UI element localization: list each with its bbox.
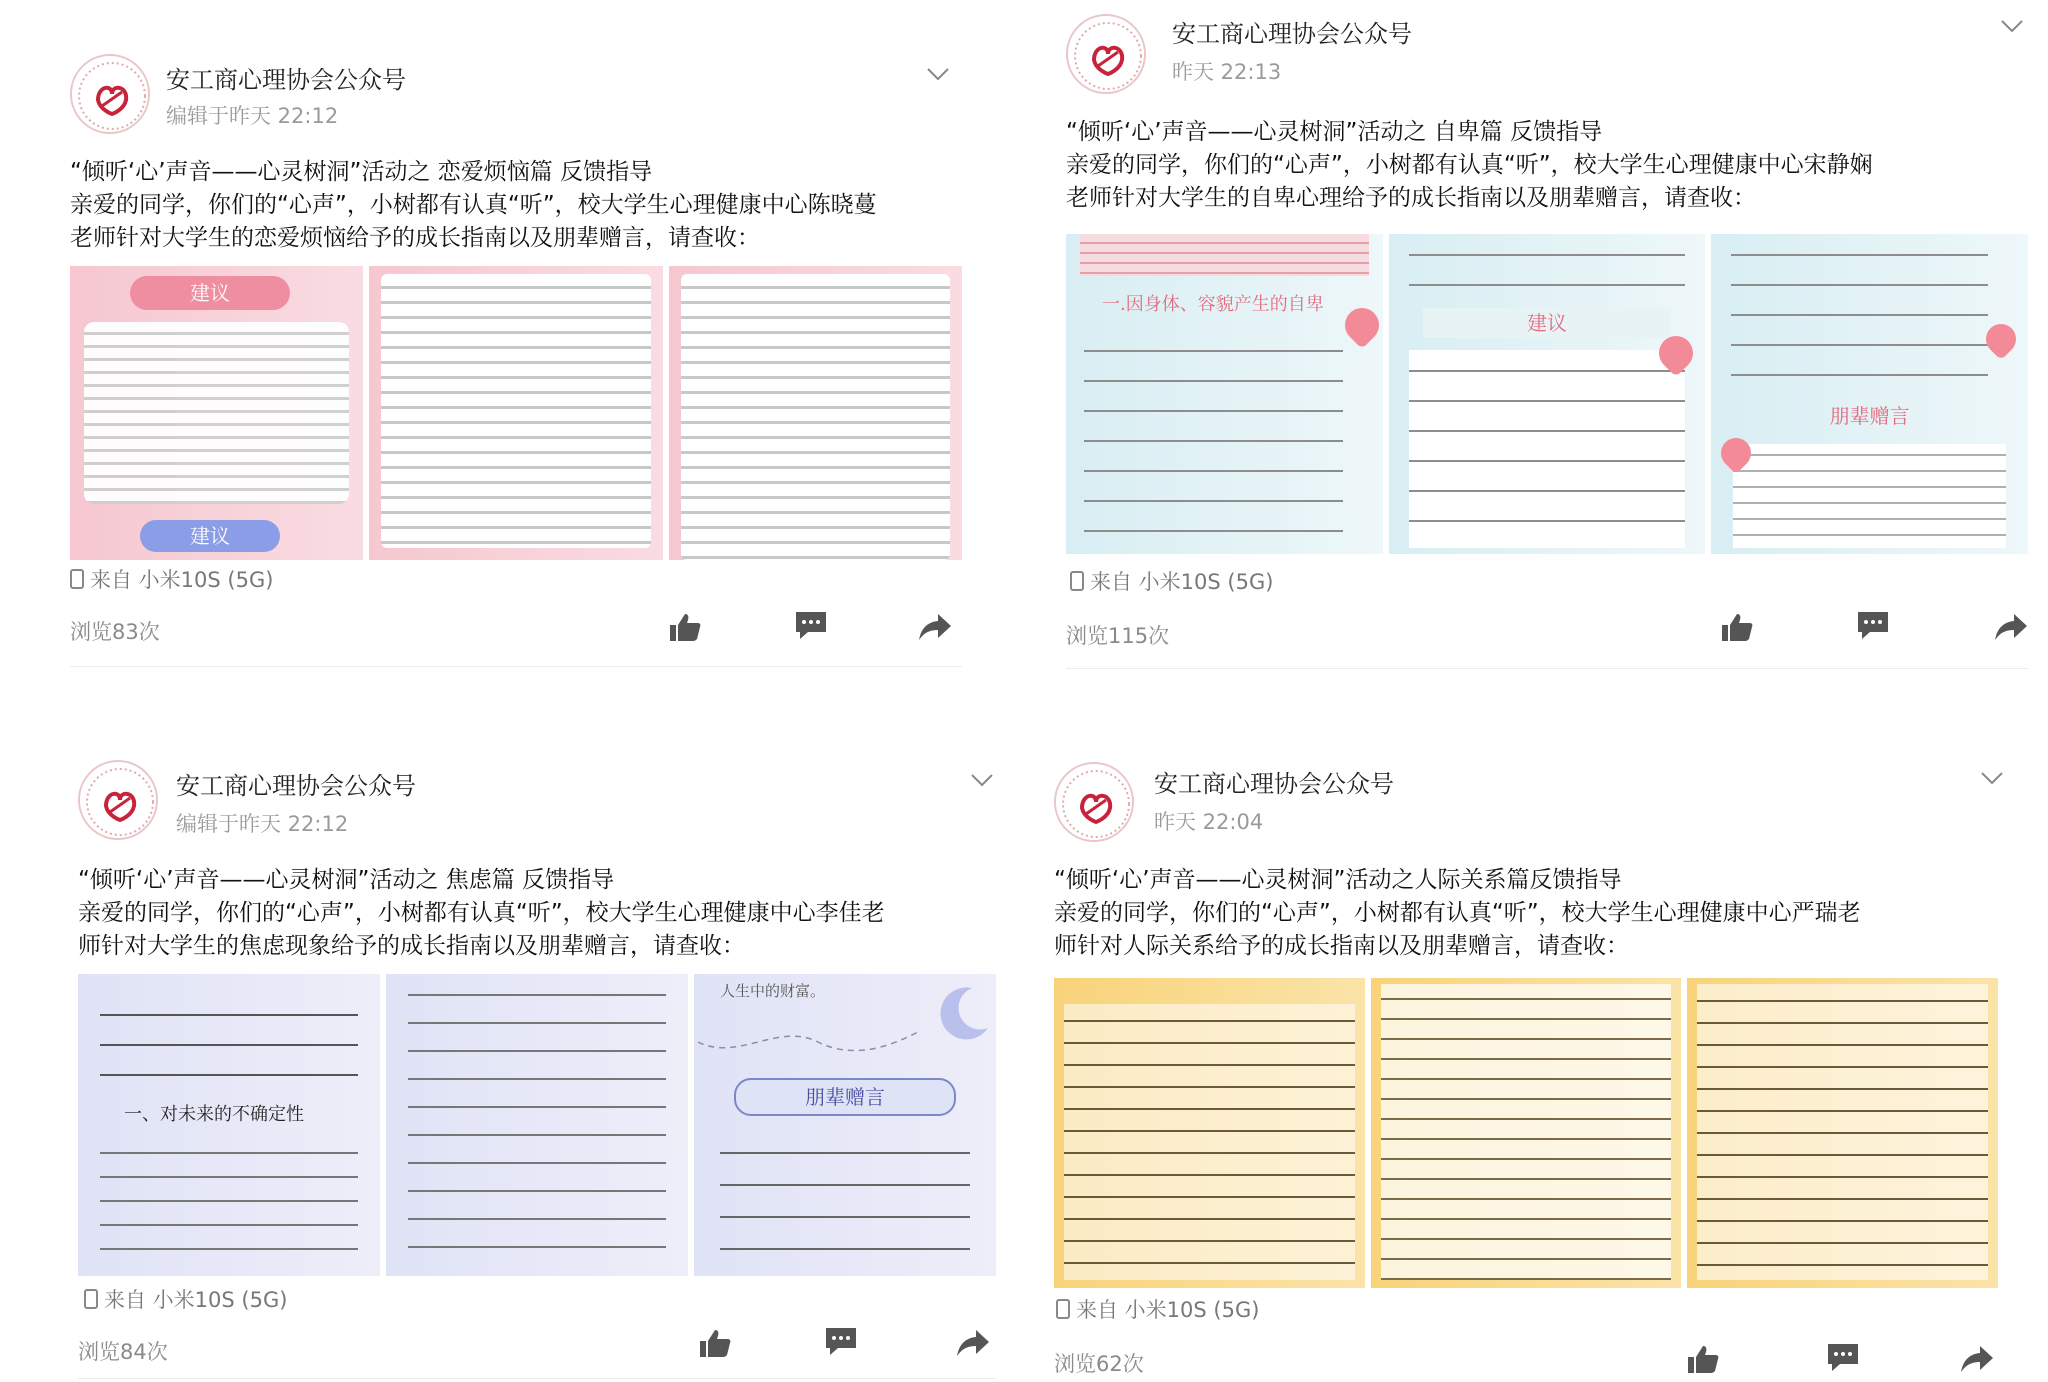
image-text-block [100, 992, 358, 1086]
phone-icon [70, 569, 84, 589]
comment-icon[interactable] [1856, 610, 1890, 640]
post-body [1054, 864, 1861, 963]
image-text-block [1409, 350, 1686, 548]
post-image[interactable] [70, 266, 363, 560]
post-time: 昨天 22:13 [1172, 60, 1282, 84]
divider [70, 666, 962, 667]
image-label: 建议 [130, 276, 290, 310]
post-body-line: 老师针对大学生的自卑心理给予的成长指南以及朋辈赠言，请查收： [1066, 185, 1756, 211]
post-card [1066, 8, 2030, 674]
moon-icon [932, 984, 992, 1044]
image-text-block [1080, 234, 1369, 276]
post-title-line: “倾听‘心’声音——心灵树洞”活动之 焦虑篇 反馈指导 [78, 867, 615, 893]
post-card [78, 760, 1008, 1380]
post-title-line: “倾听‘心’声音——心灵树洞”活动之人际关系篇反馈指导 [1054, 867, 1622, 893]
image-strip [78, 974, 996, 1276]
post-image[interactable] [669, 266, 962, 560]
image-label: 朋辈赠言 [734, 1078, 956, 1116]
post-body-line: 亲爱的同学，你们的“心声”，小树都有认真“听”，校大学生心理健康中心宋静娴 [1066, 152, 1873, 178]
thumbs-up-icon[interactable] [1720, 612, 1754, 642]
post-image[interactable] [386, 974, 688, 1276]
image-text-block [1697, 984, 1988, 1280]
view-count: 浏览83次 [70, 620, 160, 644]
image-text-block [1731, 234, 1988, 384]
image-text-block [720, 1128, 970, 1272]
thumbs-up-icon[interactable] [698, 1328, 732, 1358]
share-icon[interactable] [1994, 612, 2028, 642]
avatar[interactable] [1066, 14, 1146, 94]
share-icon[interactable] [918, 612, 952, 642]
image-text-block [1733, 444, 2006, 548]
post-image[interactable] [1371, 978, 1682, 1288]
post-image[interactable] [1054, 978, 1365, 1288]
image-text-block [1381, 984, 1672, 1280]
image-text-block [1084, 330, 1343, 548]
post-body-line: 师针对大学生的焦虑现象给予的成长指南以及朋辈赠言，请查收： [78, 933, 745, 959]
post-title-line: “倾听‘心’声音——心灵树洞”活动之 自卑篇 反馈指导 [1066, 119, 1603, 145]
avatar[interactable] [78, 760, 158, 840]
avatar[interactable] [70, 54, 150, 134]
post-image[interactable] [78, 974, 380, 1276]
image-strip [70, 266, 962, 560]
image-text-block: 人生中的财富。 [720, 982, 826, 1000]
post-title-line: “倾听‘心’声音——心灵树洞”活动之 恋爱烦恼篇 反馈指导 [70, 159, 653, 185]
view-count: 浏览115次 [1066, 624, 1170, 648]
phone-icon [1070, 571, 1084, 591]
dashed-path [698, 1022, 918, 1062]
phone-icon [1056, 1299, 1070, 1319]
post-time: 昨天 22:04 [1154, 810, 1264, 834]
divider [1066, 668, 2028, 669]
image-text-block [408, 974, 666, 1272]
share-icon[interactable] [956, 1328, 990, 1358]
source-label: 来自 小米10S (5G) [1076, 1298, 1260, 1322]
post-source [1070, 566, 1273, 596]
post-body-line: 老师针对大学生的恋爱烦恼给予的成长指南以及朋辈赠言，请查收： [70, 225, 760, 251]
thumbs-up-icon[interactable] [1686, 1344, 1720, 1374]
author-name[interactable]: 安工商心理协会公众号 [1154, 770, 1394, 798]
image-text-block [84, 322, 349, 504]
view-count: 浏览62次 [1054, 1352, 1144, 1376]
image-label: 一、对未来的不确定性 [124, 1104, 304, 1125]
image-text-block [1064, 1004, 1355, 1280]
image-strip [1054, 978, 1998, 1288]
post-image[interactable] [694, 974, 996, 1276]
post-image[interactable] [1066, 234, 1383, 554]
avatar[interactable] [1054, 762, 1134, 842]
post-card [1054, 756, 2014, 1380]
comment-icon[interactable] [824, 1326, 858, 1356]
post-time: 编辑于昨天 22:12 [166, 104, 339, 128]
source-label: 来自 小米10S (5G) [1090, 570, 1274, 594]
author-name[interactable]: 安工商心理协会公众号 [166, 66, 406, 94]
image-text-block [381, 274, 650, 548]
post-card [70, 54, 970, 674]
post-source [1056, 1294, 1259, 1324]
phone-icon [84, 1289, 98, 1309]
image-label: 一.因身体、容貌产生的自卑 [1102, 294, 1324, 315]
post-body [70, 156, 877, 255]
comment-icon[interactable] [794, 610, 828, 640]
post-body-line: 亲爱的同学，你们的“心声”，小树都有认真“听”，校大学生心理健康中心严瑞老 [1054, 900, 1861, 926]
source-label: 来自 小米10S (5G) [104, 1288, 288, 1312]
author-name[interactable]: 安工商心理协会公众号 [1172, 20, 1412, 48]
view-count: 浏览84次 [78, 1340, 168, 1364]
post-body-line: 师针对人际关系给予的成长指南以及朋辈赠言，请查收： [1054, 933, 1629, 959]
post-body-line: 亲爱的同学，你们的“心声”，小树都有认真“听”，校大学生心理健康中心陈晓蔓 [70, 192, 877, 218]
post-image[interactable] [1687, 978, 1998, 1288]
image-text-block [100, 1134, 358, 1272]
chevron-down-icon[interactable] [970, 772, 994, 788]
source-label: 来自 小米10S (5G) [90, 568, 274, 592]
chevron-down-icon[interactable] [2000, 18, 2024, 34]
post-image[interactable] [369, 266, 662, 560]
divider [78, 1378, 996, 1379]
post-body [1066, 116, 1873, 215]
comment-icon[interactable] [1826, 1342, 1860, 1372]
chevron-down-icon[interactable] [926, 66, 950, 82]
image-text-block [1409, 234, 1686, 288]
image-label: 朋辈赠言 [1829, 404, 1910, 428]
post-image[interactable] [1389, 234, 1706, 554]
post-body-line: 亲爱的同学，你们的“心声”，小树都有认真“听”，校大学生心理健康中心李佳老 [78, 900, 885, 926]
image-strip [1066, 234, 2028, 554]
image-text-block [681, 274, 950, 560]
image-label: 建议 [140, 520, 280, 552]
post-body [78, 864, 885, 963]
image-label: 建议 [1423, 308, 1672, 338]
post-image[interactable] [1711, 234, 2028, 554]
thumbs-up-icon[interactable] [668, 612, 702, 642]
post-source [70, 564, 273, 594]
post-source [84, 1284, 287, 1314]
post-time: 编辑于昨天 22:12 [176, 812, 349, 836]
heart-icon [1338, 301, 1383, 349]
share-icon[interactable] [1960, 1344, 1994, 1374]
chevron-down-icon[interactable] [1980, 770, 2004, 786]
author-name[interactable]: 安工商心理协会公众号 [176, 772, 416, 800]
